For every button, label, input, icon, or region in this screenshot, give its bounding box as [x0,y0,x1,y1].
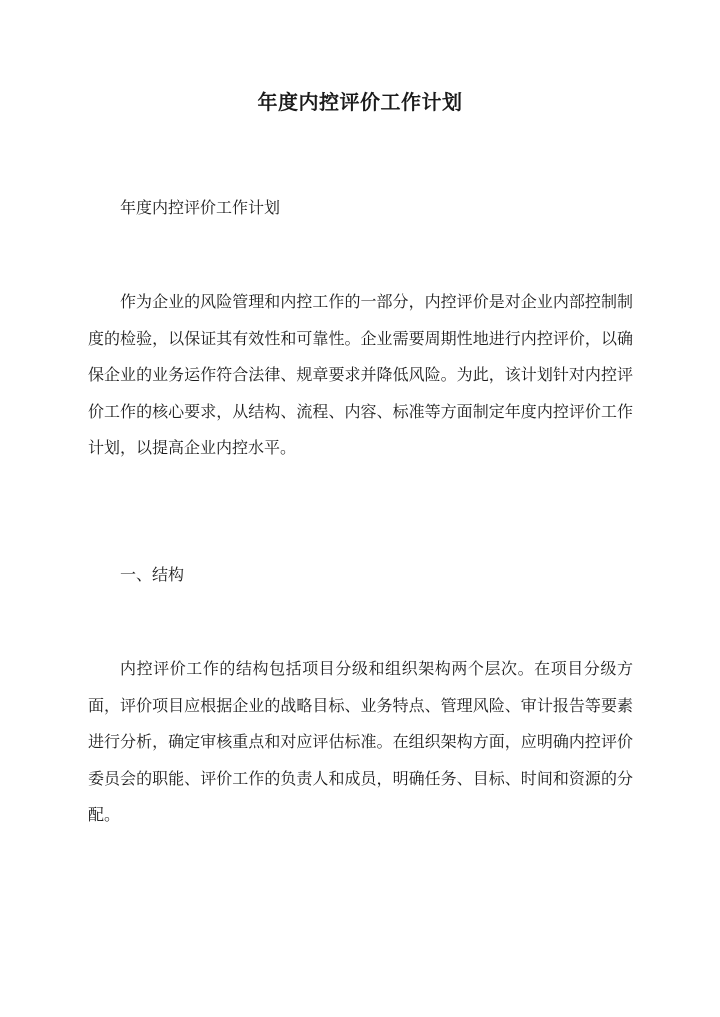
section-heading-structure: 一、结构 [120,565,185,584]
document-subtitle: 年度内控评价工作计划 [120,198,281,217]
structure-paragraph: 内控评价工作的结构包括项目分级和组织架构两个层次。在项目分级方面，评价项目应根据企业的战略目标、业务特点、管理风险、审计报告等要素进行分析，确定审核重点和对应评估标准。在组织架构方面，应明确内控评价委员会的职能、评价工作的负责人和成员，明确任务、目标、时间和资源的分配。 [88,659,633,824]
intro-paragraph: 作为企业的风险管理和内控工作的一部分，内控评价是对企业内部控制制度的检验，以保证其有效性和可靠性。企业需要周期性地进行内控评价，以确保企业的业务运作符合法律、规章要求并降低风险。为此，该计划针对内控评价工作的核心要求，从结构、流程、内容、标准等方面制定年度内控评价工作计划，以提高企业内控水平。 [88,292,633,457]
document-title: 年度内控评价工作计划 [257,90,463,114]
